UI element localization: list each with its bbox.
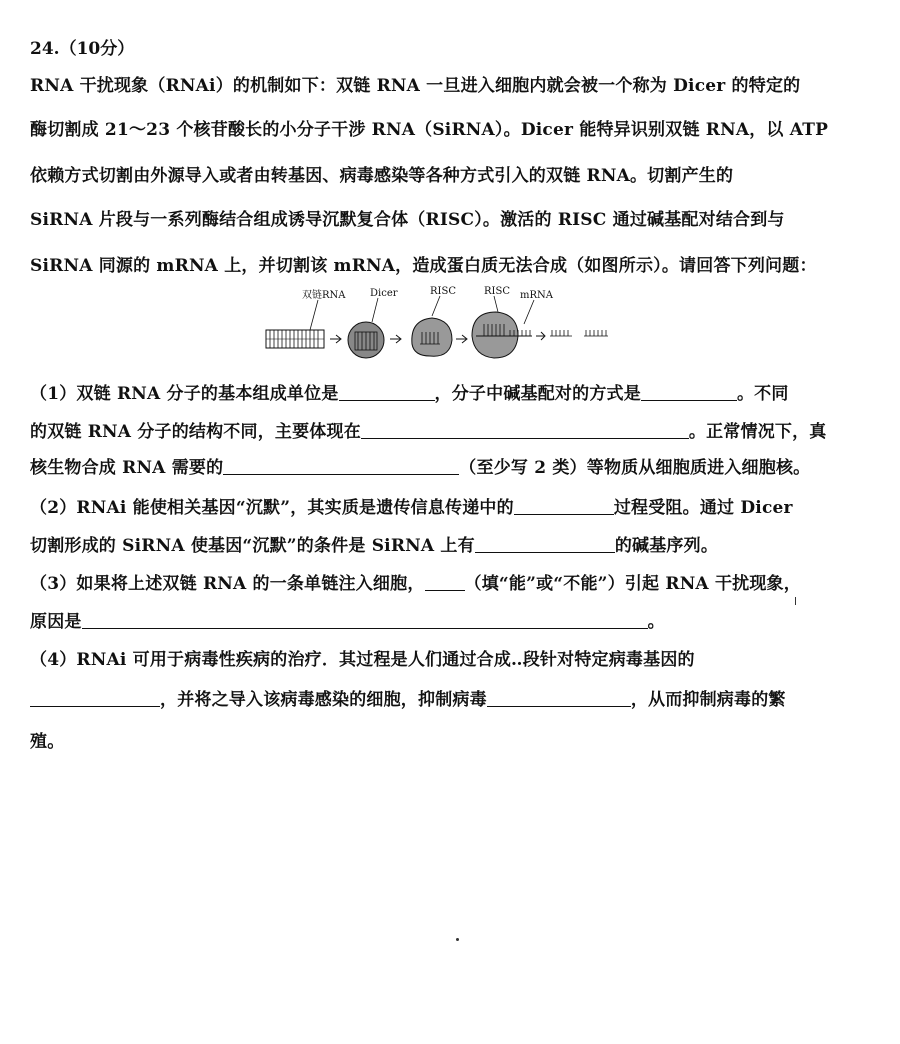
- mrna-fragment-2: [584, 330, 608, 336]
- arrow-3: [456, 335, 467, 343]
- q1-blank-4[interactable]: [223, 458, 459, 475]
- risc-1-shape: [412, 318, 452, 356]
- dicer-shape: [348, 322, 384, 358]
- label-risc-2: RISC: [484, 286, 510, 297]
- q2-line-2: [30, 536, 872, 556]
- q2-text-c: 切割形成的 SiRNA 使基因“沉默”的条件是 SiRNA 上有: [30, 536, 475, 556]
- q4-line-3: 殖。: [30, 732, 65, 752]
- q1-line-3: [30, 458, 872, 478]
- q3-text-a: （3）如果将上述双链 RNA 的一条单链注入细胞，: [30, 574, 425, 594]
- q3-text-c: 原因是: [30, 612, 82, 632]
- q1-text-a: （1）双链 RNA 分子的基本组成单位是: [30, 384, 339, 404]
- label-mrna: mRNA: [520, 290, 553, 301]
- q1-text-d: 的双链 RNA 分子的结构不同，主要体现在: [30, 422, 361, 442]
- arrow-1: [330, 335, 341, 343]
- q3-blank-1[interactable]: [425, 574, 465, 591]
- intro-line-2: 酶切割成 21～23 个核苷酸长的小分子干涉 RNA（SiRNA）。Dicer 能特异识别双链 RNA，以 ATP: [30, 120, 829, 140]
- q2-blank-1[interactable]: [514, 498, 614, 515]
- intro-line-3: 依赖方式切割由外源导入或者由转基因、病毒感染等各种方式引入的双链 RNA。切割产生的: [30, 166, 734, 186]
- q2-text-a: （2）RNAi 能使相关基因“沉默”，其实质是遗传信息传递中的: [30, 498, 514, 518]
- mrna-fragment-1: [550, 330, 572, 336]
- q1-line-1: [30, 384, 872, 404]
- q2-text-b: 过程受阻。通过 Dicer: [613, 498, 793, 518]
- q2-blank-2[interactable]: [475, 536, 615, 553]
- stray-mark: [795, 597, 796, 605]
- q1-text-c: 。不同: [736, 384, 789, 404]
- q1-blank-2[interactable]: [641, 384, 737, 401]
- q1-blank-1[interactable]: [339, 384, 435, 401]
- q1-blank-3[interactable]: [361, 422, 689, 439]
- label-risc-1: RISC: [430, 286, 456, 297]
- dsrna-shape: [266, 330, 324, 348]
- q3-text-b: （填“能”或“不能”）引起 RNA 干扰现象，: [464, 574, 801, 594]
- q1-text-g: （至少写 2 类）等物质从细胞质进入细胞核。: [459, 458, 811, 478]
- rnai-diagram: [262, 284, 622, 366]
- arrow-4: [536, 332, 545, 340]
- q4-blank-2[interactable]: [487, 690, 631, 707]
- q1-text-b: ，分子中碱基配对的方式是: [434, 384, 641, 404]
- q3-line-2: [30, 612, 872, 632]
- intro-line-5: SiRNA 同源的 mRNA 上，并切割该 mRNA，造成蛋白质无法合成（如图所示）。请回答下列问题：: [30, 256, 817, 276]
- q3-text-d: 。: [647, 612, 665, 632]
- q1-text-f: 核生物合成 RNA 需要的: [30, 458, 224, 478]
- q4-text-c: ，从而抑制病毒的繁: [630, 690, 786, 710]
- q3-blank-2[interactable]: [82, 612, 648, 629]
- q4-line-1: （4）RNAi 可用于病毒性疾病的治疗．其过程是人们通过合成‥段针对特定病毒基因的: [30, 650, 695, 670]
- q1-text-e: 。正常情况下，真: [688, 422, 827, 442]
- intro-line-1: RNA 干扰现象（RNAi）的机制如下：双链 RNA 一旦进入细胞内就会被一个称为 Dicer 的特定的: [30, 76, 801, 96]
- q4-line-2: [30, 690, 872, 710]
- arrow-2: [390, 335, 401, 343]
- q4-text-b: ，并将之导入该病毒感染的细胞，抑制病毒: [160, 690, 487, 710]
- label-dicer: Dicer: [370, 288, 398, 299]
- q2-text-d: 的碱基序列。: [614, 536, 719, 556]
- intro-line-4: SiRNA 片段与一系列酶结合组成诱导沉默复合体（RISC）。激活的 RISC 通过碱基配对结合到与: [30, 210, 785, 230]
- question-number: 24.（10分）: [30, 39, 135, 59]
- label-dsrna: 双链RNA: [302, 290, 346, 301]
- q1-line-2: [30, 422, 872, 442]
- rnai-diagram-svg: [262, 284, 622, 366]
- page-dot: [456, 938, 459, 941]
- q4-blank-1[interactable]: [30, 690, 160, 707]
- q3-line-1: [30, 574, 872, 594]
- risc-2-shape: [472, 312, 532, 358]
- q2-line-1: [30, 498, 872, 518]
